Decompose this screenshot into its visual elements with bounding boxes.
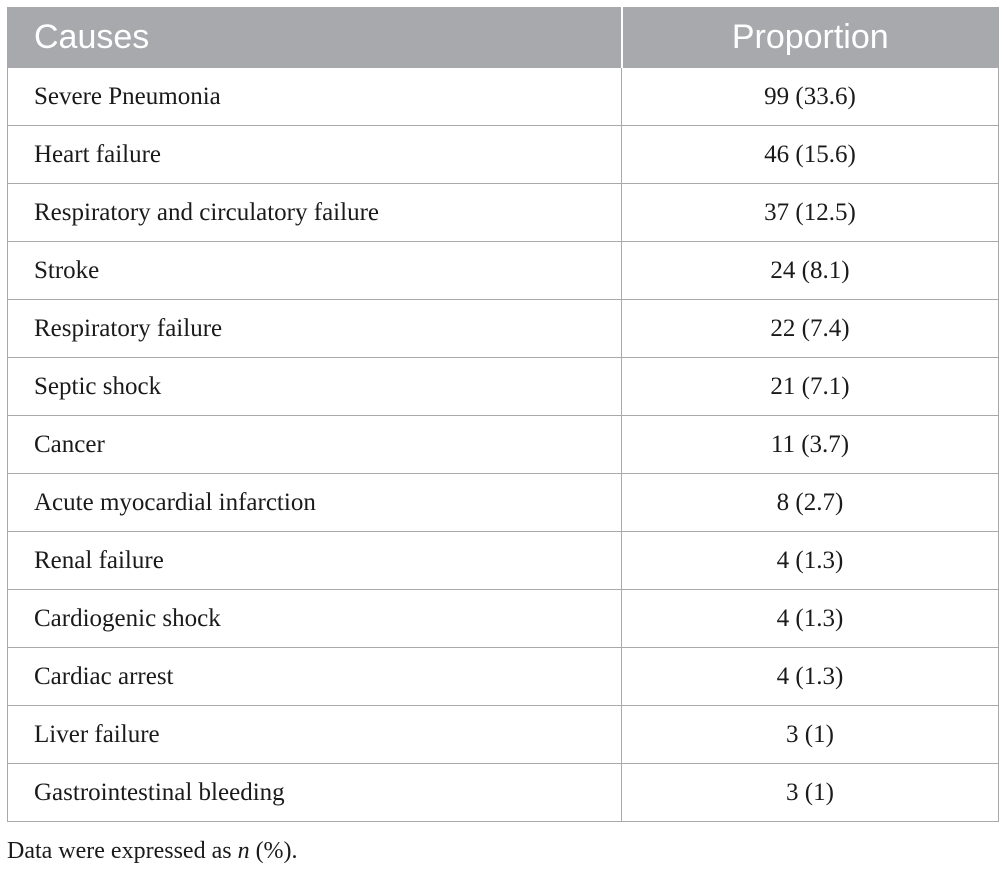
cause-cell: Septic shock: [8, 358, 622, 416]
table-row: [8, 68, 999, 126]
header-proportion: Proportion: [622, 8, 999, 68]
cause-cell: Cardiac arrest: [8, 648, 622, 706]
causes-table: [7, 7, 999, 822]
proportion-cell: 37 (12.5): [622, 184, 999, 242]
proportion-cell: 4 (1.3): [622, 648, 999, 706]
table-header-row: [8, 8, 999, 68]
table-row: [8, 126, 999, 184]
table-row: [8, 242, 999, 300]
table-row: [8, 474, 999, 532]
proportion-cell: 4 (1.3): [622, 532, 999, 590]
proportion-cell: 8 (2.7): [622, 474, 999, 532]
cause-cell: Gastrointestinal bleeding: [8, 764, 622, 822]
footnote-suffix: (%).: [249, 838, 298, 864]
proportion-cell: 21 (7.1): [622, 358, 999, 416]
table-footnote: [7, 838, 298, 865]
table-row: [8, 300, 999, 358]
cause-cell: Respiratory and circulatory failure: [8, 184, 622, 242]
table-row: [8, 416, 999, 474]
cause-cell: Acute myocardial infarction: [8, 474, 622, 532]
cause-cell: Cardiogenic shock: [8, 590, 622, 648]
table-row: [8, 184, 999, 242]
header-causes: Causes: [8, 8, 622, 68]
footnote-prefix: Data were expressed as: [7, 838, 238, 864]
cause-cell: Liver failure: [8, 706, 622, 764]
proportion-cell: 46 (15.6): [622, 126, 999, 184]
cause-cell: Cancer: [8, 416, 622, 474]
table-row: [8, 648, 999, 706]
footnote-variable: n: [237, 838, 250, 864]
table-row: [8, 532, 999, 590]
table-row: [8, 706, 999, 764]
proportion-cell: 22 (7.4): [622, 300, 999, 358]
cause-cell: Respiratory failure: [8, 300, 622, 358]
cause-cell: Severe Pneumonia: [8, 68, 622, 126]
proportion-cell: 24 (8.1): [622, 242, 999, 300]
table-body: [8, 68, 999, 822]
proportion-cell: 99 (33.6): [622, 68, 999, 126]
table-row: [8, 764, 999, 822]
proportion-cell: 3 (1): [622, 706, 999, 764]
cause-cell: Stroke: [8, 242, 622, 300]
cause-cell: Heart failure: [8, 126, 622, 184]
proportion-cell: 4 (1.3): [622, 590, 999, 648]
table-row: [8, 358, 999, 416]
cause-cell: Renal failure: [8, 532, 622, 590]
proportion-cell: 11 (3.7): [622, 416, 999, 474]
table-row: [8, 590, 999, 648]
proportion-cell: 3 (1): [622, 764, 999, 822]
